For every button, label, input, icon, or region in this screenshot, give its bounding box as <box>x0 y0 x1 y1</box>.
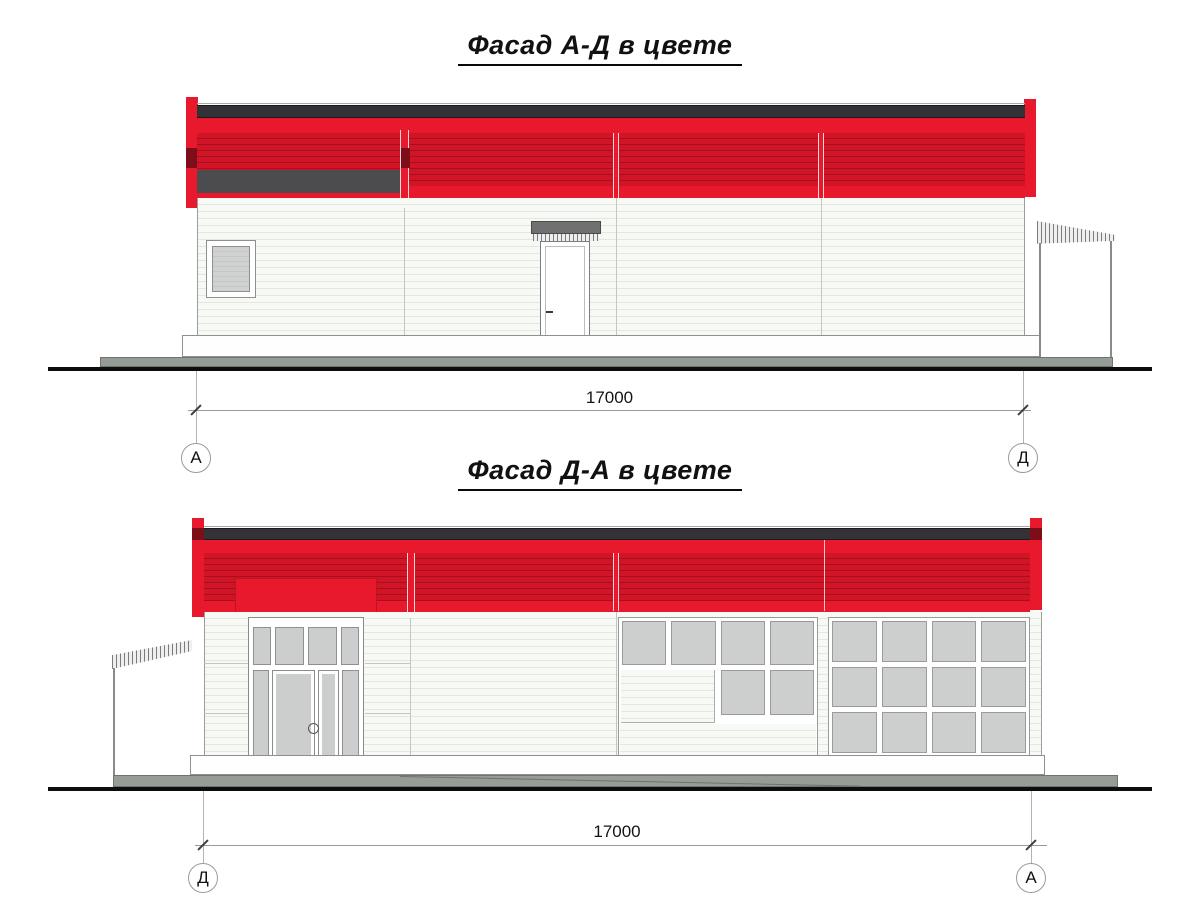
glass-pane <box>882 712 927 753</box>
fascia-top-strip <box>204 540 1030 553</box>
entrance-vestibule <box>248 617 364 777</box>
glass-row <box>832 621 1026 662</box>
glass-pane <box>882 621 927 662</box>
glass-pane <box>832 621 877 662</box>
panel-joint <box>410 618 411 755</box>
siding-under-glass <box>620 724 816 755</box>
fascia-divider <box>613 133 619 198</box>
glass-row <box>832 712 1026 753</box>
glass-pane <box>721 621 765 665</box>
ground-line <box>48 367 1152 371</box>
fascia-divider <box>818 133 824 198</box>
fascia-gray-band <box>197 170 400 193</box>
plinth-base <box>190 755 1045 775</box>
roof-edge-line <box>197 103 1025 104</box>
panel-joint <box>365 713 410 714</box>
panel-joint <box>204 663 248 664</box>
roof-edge-line <box>204 526 1030 527</box>
glass-row <box>832 667 1026 708</box>
corner-pilaster-right <box>1030 518 1042 610</box>
glass-pane <box>770 621 814 665</box>
glass-pane <box>932 667 977 708</box>
canopy-post <box>1039 243 1041 357</box>
axis-letter: Д <box>197 868 209 887</box>
plinth-base <box>182 335 1040 357</box>
facade-da-title-row <box>0 455 1200 491</box>
glass-pane <box>770 670 814 715</box>
glass-pane <box>832 712 877 753</box>
storefront-middle <box>618 617 818 757</box>
fascia-divider <box>400 130 409 208</box>
side-canopy-right <box>1037 221 1115 245</box>
axis-letter: А <box>190 448 202 467</box>
side-canopy-left <box>112 640 192 669</box>
glass-pane <box>721 670 765 715</box>
fascia-left-stripes <box>197 133 400 170</box>
panel-joint <box>616 198 617 335</box>
glass-pane <box>622 621 666 665</box>
pavement <box>100 357 1113 367</box>
canopy-post <box>1110 241 1112 357</box>
glass-pane <box>981 621 1026 662</box>
transom-glazing <box>253 627 271 665</box>
axis-letter: А <box>1025 868 1037 887</box>
facade-ad-title-row <box>0 30 1200 66</box>
storefront-right <box>828 617 1030 757</box>
panel-joint <box>821 198 822 335</box>
axis-bubble-a <box>1016 863 1046 893</box>
facade-ad-title: Фасад А-Д в цвете <box>458 30 743 66</box>
transom-glazing <box>308 627 338 665</box>
transom-row <box>253 627 359 665</box>
fascia-seam <box>824 540 825 611</box>
corner-pilaster-left <box>192 518 204 617</box>
fascia-divider <box>407 553 415 612</box>
pilaster-dark-block <box>1030 528 1042 540</box>
glass-pane <box>832 667 877 708</box>
transom-glazing <box>275 627 304 665</box>
door-canopy <box>531 221 601 234</box>
roof-parapet-band <box>204 528 1030 540</box>
glass-pane <box>882 667 927 708</box>
pilaster-dark-block <box>192 528 204 540</box>
dimension-value: 17000 <box>593 822 641 841</box>
glass-pane <box>981 712 1026 753</box>
glass-row <box>622 670 814 715</box>
divider-dark-block <box>401 148 410 168</box>
fascia-left-section <box>197 133 400 208</box>
door-handle <box>308 723 319 734</box>
extension-line <box>1031 791 1032 863</box>
glass-pane <box>932 712 977 753</box>
dimension-line <box>195 845 1047 846</box>
axis-letter: Д <box>1017 448 1029 467</box>
panel-joint <box>404 208 405 335</box>
dimension-value: 17000 <box>585 388 634 407</box>
transom-glazing <box>341 627 359 665</box>
dimension-line <box>188 410 1031 411</box>
panel-joint <box>204 713 248 714</box>
fascia-top-strip <box>197 118 1025 133</box>
wall-siding <box>197 198 1025 335</box>
glass-row <box>622 621 814 665</box>
canopy-post <box>113 668 115 775</box>
panel-joint <box>616 612 617 755</box>
glass-pane <box>932 621 977 662</box>
window-glazing <box>212 246 250 292</box>
axis-bubble-d <box>188 863 218 893</box>
door-handle <box>546 311 553 313</box>
roof-parapet-band <box>197 105 1025 118</box>
panel-joint <box>365 663 410 664</box>
glass-pane <box>981 667 1026 708</box>
fascia-divider <box>613 553 619 611</box>
glass-pane <box>671 621 715 665</box>
ground-line <box>48 787 1152 791</box>
service-window <box>206 240 256 298</box>
door-canopy-fringe <box>533 234 599 241</box>
facade-da-title: Фасад Д-А в цвете <box>458 455 743 491</box>
corner-pilaster-right <box>1024 99 1036 197</box>
